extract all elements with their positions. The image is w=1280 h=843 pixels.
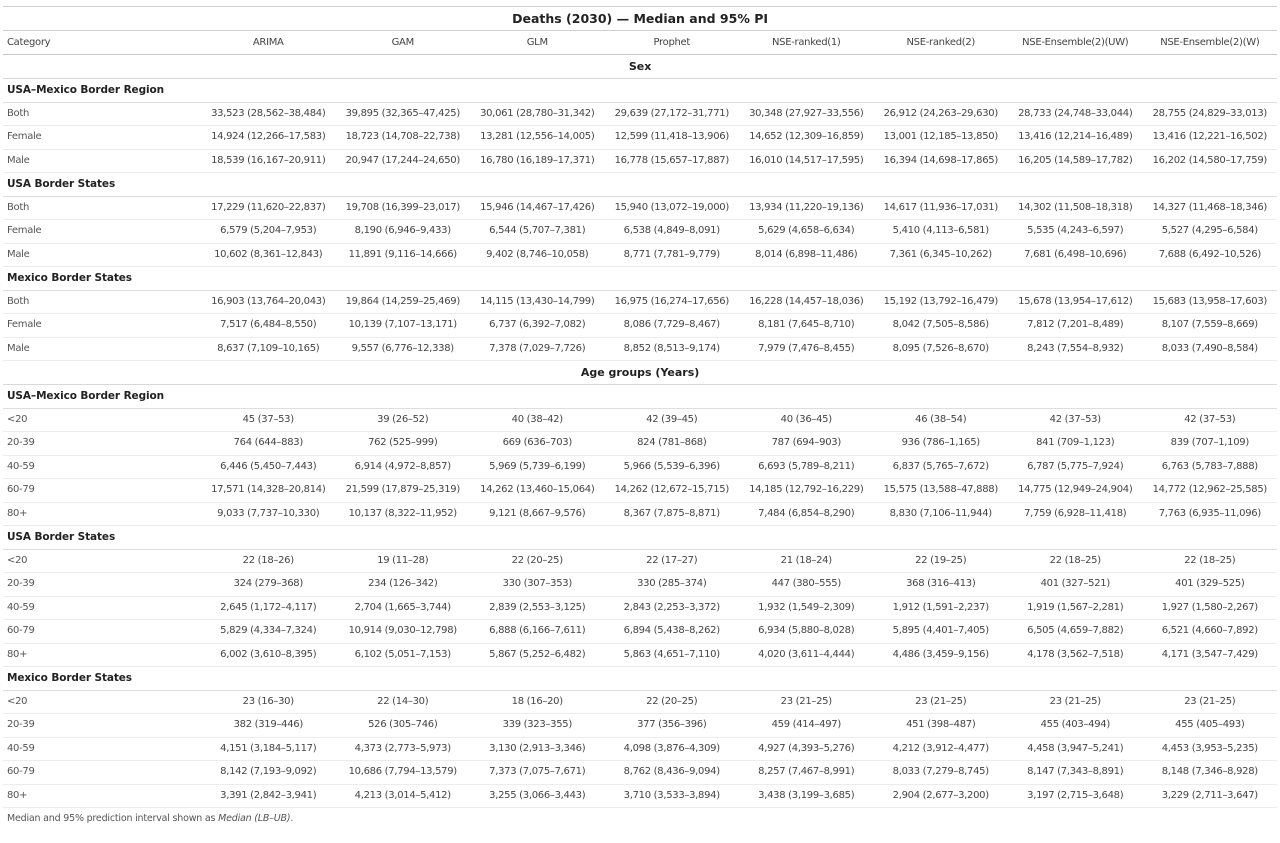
row-category: <20 xyxy=(3,408,201,432)
estimate-cell: 14,327 (11,468–18,346) xyxy=(1143,196,1278,220)
estimate-cell: 382 (319–446) xyxy=(201,714,336,738)
estimate-cell: 8,142 (7,193–9,092) xyxy=(201,761,336,785)
column-header: NSE-ranked(1) xyxy=(739,31,874,55)
estimate-cell: 15,192 (13,792–16,479) xyxy=(874,290,1009,314)
estimate-cell: 5,527 (4,295–6,584) xyxy=(1143,220,1278,244)
estimate-cell: 7,517 (6,484–8,550) xyxy=(201,314,336,338)
group-label: USA–Mexico Border Region xyxy=(3,385,1277,409)
estimate-cell: 8,147 (7,343–8,891) xyxy=(1008,761,1143,785)
estimate-cell: 16,205 (14,589–17,782) xyxy=(1008,149,1143,173)
estimate-cell: 23 (21–25) xyxy=(1143,690,1278,714)
column-header: NSE-ranked(2) xyxy=(874,31,1009,55)
estimate-cell: 8,014 (6,898–11,486) xyxy=(739,243,874,267)
estimate-cell: 8,042 (7,505–8,586) xyxy=(874,314,1009,338)
section-header-row xyxy=(3,361,1277,385)
estimate-cell: 764 (644–883) xyxy=(201,432,336,456)
table-row xyxy=(3,479,1277,503)
estimate-cell: 7,763 (6,935–11,096) xyxy=(1143,502,1278,526)
estimate-cell: 22 (18–25) xyxy=(1008,549,1143,573)
estimate-cell: 8,762 (8,436–9,094) xyxy=(605,761,740,785)
section-label: Sex xyxy=(3,55,1277,79)
estimate-cell: 8,771 (7,781–9,779) xyxy=(605,243,740,267)
estimate-cell: 4,212 (3,912–4,477) xyxy=(874,737,1009,761)
estimate-cell: 6,002 (3,610–8,395) xyxy=(201,643,336,667)
estimate-cell: 42 (37–53) xyxy=(1143,408,1278,432)
row-category: <20 xyxy=(3,549,201,573)
estimate-cell: 6,837 (5,765–7,672) xyxy=(874,455,1009,479)
estimate-cell: 15,683 (13,958–17,603) xyxy=(1143,290,1278,314)
estimate-cell: 6,521 (4,660–7,892) xyxy=(1143,620,1278,644)
estimate-cell: 15,946 (14,467–17,426) xyxy=(470,196,605,220)
estimate-cell: 23 (21–25) xyxy=(1008,690,1143,714)
estimate-cell: 30,061 (28,780–31,342) xyxy=(470,102,605,126)
estimate-cell: 15,940 (13,072–19,000) xyxy=(605,196,740,220)
group-label: USA Border States xyxy=(3,526,1277,550)
column-header-category: Category xyxy=(3,31,201,55)
estimate-cell: 3,255 (3,066–3,443) xyxy=(470,784,605,808)
row-category: <20 xyxy=(3,690,201,714)
column-header: ARIMA xyxy=(201,31,336,55)
estimate-cell: 526 (305–746) xyxy=(336,714,471,738)
estimate-cell: 4,020 (3,611–4,444) xyxy=(739,643,874,667)
estimate-cell: 4,178 (3,562–7,518) xyxy=(1008,643,1143,667)
estimate-cell: 20,947 (17,244–24,650) xyxy=(336,149,471,173)
footnote-prefix: Median and 95% prediction interval shown as xyxy=(7,812,219,824)
row-category: 60-79 xyxy=(3,620,201,644)
estimate-cell: 29,639 (27,172–31,771) xyxy=(605,102,740,126)
estimate-cell: 8,257 (7,467–8,991) xyxy=(739,761,874,785)
estimate-cell: 9,557 (6,776–12,338) xyxy=(336,337,471,361)
estimate-cell: 4,213 (3,014–5,412) xyxy=(336,784,471,808)
estimate-cell: 401 (329–525) xyxy=(1143,573,1278,597)
table-row xyxy=(3,243,1277,267)
estimate-cell: 13,416 (12,214–16,489) xyxy=(1008,126,1143,150)
estimate-cell: 1,932 (1,549–2,309) xyxy=(739,596,874,620)
estimate-cell: 6,446 (5,450–7,443) xyxy=(201,455,336,479)
row-category: Female xyxy=(3,220,201,244)
table-row xyxy=(3,596,1277,620)
estimate-cell: 14,652 (12,309–16,859) xyxy=(739,126,874,150)
estimate-cell: 19 (11–28) xyxy=(336,549,471,573)
estimate-cell: 7,812 (7,201–8,489) xyxy=(1008,314,1143,338)
row-category: Female xyxy=(3,126,201,150)
estimate-cell: 3,438 (3,199–3,685) xyxy=(739,784,874,808)
column-header: GLM xyxy=(470,31,605,55)
estimate-cell: 14,185 (12,792–16,229) xyxy=(739,479,874,503)
table-row xyxy=(3,502,1277,526)
section-label: Age groups (Years) xyxy=(3,361,1277,385)
estimate-cell: 2,843 (2,253–3,372) xyxy=(605,596,740,620)
estimate-cell: 7,759 (6,928–11,418) xyxy=(1008,502,1143,526)
estimate-cell: 7,361 (6,345–10,262) xyxy=(874,243,1009,267)
estimate-cell: 9,402 (8,746–10,058) xyxy=(470,243,605,267)
estimate-cell: 23 (16–30) xyxy=(201,690,336,714)
estimate-cell: 1,919 (1,567–2,281) xyxy=(1008,596,1143,620)
estimate-cell: 459 (414–497) xyxy=(739,714,874,738)
estimate-cell: 5,410 (4,113–6,581) xyxy=(874,220,1009,244)
estimate-cell: 14,115 (13,430–14,799) xyxy=(470,290,605,314)
estimate-cell: 3,391 (2,842–3,941) xyxy=(201,784,336,808)
estimate-cell: 330 (307–353) xyxy=(470,573,605,597)
table-row xyxy=(3,737,1277,761)
estimate-cell: 14,262 (13,460–15,064) xyxy=(470,479,605,503)
estimate-cell: 8,095 (7,526–8,670) xyxy=(874,337,1009,361)
estimate-cell: 10,686 (7,794–13,579) xyxy=(336,761,471,785)
estimate-cell: 40 (38–42) xyxy=(470,408,605,432)
estimate-cell: 42 (39–45) xyxy=(605,408,740,432)
estimate-cell: 16,202 (14,580–17,759) xyxy=(1143,149,1278,173)
column-header: GAM xyxy=(336,31,471,55)
group-label: USA Border States xyxy=(3,173,1277,197)
group-label: USA–Mexico Border Region xyxy=(3,79,1277,103)
column-header: Prophet xyxy=(605,31,740,55)
row-category: Male xyxy=(3,337,201,361)
group-header-row xyxy=(3,385,1277,409)
estimate-cell: 8,190 (6,946–9,433) xyxy=(336,220,471,244)
estimate-cell: 8,148 (7,346–8,928) xyxy=(1143,761,1278,785)
estimate-cell: 26,912 (24,263–29,630) xyxy=(874,102,1009,126)
table-row xyxy=(3,455,1277,479)
estimate-cell: 14,262 (12,672–15,715) xyxy=(605,479,740,503)
estimate-cell: 1,912 (1,591–2,237) xyxy=(874,596,1009,620)
table-row xyxy=(3,314,1277,338)
estimate-cell: 368 (316–413) xyxy=(874,573,1009,597)
estimate-cell: 46 (38–54) xyxy=(874,408,1009,432)
section-header-row xyxy=(3,55,1277,79)
estimate-cell: 455 (403–494) xyxy=(1008,714,1143,738)
estimate-cell: 841 (709–1,123) xyxy=(1008,432,1143,456)
estimate-cell: 8,852 (8,513–9,174) xyxy=(605,337,740,361)
estimate-cell: 28,733 (24,748–33,044) xyxy=(1008,102,1143,126)
estimate-cell: 4,458 (3,947–5,241) xyxy=(1008,737,1143,761)
estimate-cell: 10,137 (8,322–11,952) xyxy=(336,502,471,526)
estimate-cell: 8,033 (7,279–8,745) xyxy=(874,761,1009,785)
estimate-cell: 5,969 (5,739–6,199) xyxy=(470,455,605,479)
estimate-cell: 401 (327–521) xyxy=(1008,573,1143,597)
estimate-cell: 11,891 (9,116–14,666) xyxy=(336,243,471,267)
estimate-cell: 3,130 (2,913–3,346) xyxy=(470,737,605,761)
table-row xyxy=(3,220,1277,244)
table-row xyxy=(3,714,1277,738)
estimate-cell: 18,723 (14,708–22,738) xyxy=(336,126,471,150)
estimate-cell: 39,895 (32,365–47,425) xyxy=(336,102,471,126)
estimate-cell: 33,523 (28,562–38,484) xyxy=(201,102,336,126)
estimate-cell: 22 (19–25) xyxy=(874,549,1009,573)
estimate-cell: 6,579 (5,204–7,953) xyxy=(201,220,336,244)
table-row xyxy=(3,432,1277,456)
estimate-cell: 23 (21–25) xyxy=(739,690,874,714)
estimate-cell: 23 (21–25) xyxy=(874,690,1009,714)
estimate-cell: 2,904 (2,677–3,200) xyxy=(874,784,1009,808)
estimate-cell: 4,453 (3,953–5,235) xyxy=(1143,737,1278,761)
group-label: Mexico Border States xyxy=(3,267,1277,291)
estimate-cell: 42 (37–53) xyxy=(1008,408,1143,432)
estimate-cell: 16,903 (13,764–20,043) xyxy=(201,290,336,314)
group-label: Mexico Border States xyxy=(3,667,1277,691)
estimate-cell: 5,895 (4,401–7,405) xyxy=(874,620,1009,644)
results-table xyxy=(3,6,1277,829)
column-header: NSE-Ensemble(2)(W) xyxy=(1143,31,1278,55)
estimate-cell: 14,775 (12,949–24,904) xyxy=(1008,479,1143,503)
estimate-cell: 10,602 (8,361–12,843) xyxy=(201,243,336,267)
estimate-cell: 6,934 (5,880–8,028) xyxy=(739,620,874,644)
row-category: 40-59 xyxy=(3,737,201,761)
estimate-cell: 14,302 (11,508–18,318) xyxy=(1008,196,1143,220)
estimate-cell: 22 (20–25) xyxy=(605,690,740,714)
estimate-cell: 21,599 (17,879–25,319) xyxy=(336,479,471,503)
table-row xyxy=(3,643,1277,667)
table-row xyxy=(3,126,1277,150)
estimate-cell: 6,505 (4,659–7,882) xyxy=(1008,620,1143,644)
estimate-cell: 4,171 (3,547–7,429) xyxy=(1143,643,1278,667)
estimate-cell: 5,867 (5,252–6,482) xyxy=(470,643,605,667)
estimate-cell: 377 (356–396) xyxy=(605,714,740,738)
estimate-cell: 5,829 (4,334–7,324) xyxy=(201,620,336,644)
estimate-cell: 8,367 (7,875–8,871) xyxy=(605,502,740,526)
estimate-cell: 13,934 (11,220–19,136) xyxy=(739,196,874,220)
table-row xyxy=(3,549,1277,573)
estimate-cell: 824 (781–868) xyxy=(605,432,740,456)
estimate-cell: 14,924 (12,266–17,583) xyxy=(201,126,336,150)
estimate-cell: 15,678 (13,954–17,612) xyxy=(1008,290,1143,314)
estimate-cell: 1,927 (1,580–2,267) xyxy=(1143,596,1278,620)
estimate-cell: 6,763 (5,783–7,888) xyxy=(1143,455,1278,479)
estimate-cell: 17,229 (11,620–22,837) xyxy=(201,196,336,220)
estimate-cell: 6,914 (4,972–8,857) xyxy=(336,455,471,479)
estimate-cell: 17,571 (14,328–20,814) xyxy=(201,479,336,503)
footnote-emphasis: Median (LB–UB) xyxy=(218,812,291,824)
estimate-cell: 455 (405–493) xyxy=(1143,714,1278,738)
estimate-cell: 9,033 (7,737–10,330) xyxy=(201,502,336,526)
estimate-cell: 4,927 (4,393–5,276) xyxy=(739,737,874,761)
estimate-cell: 14,772 (12,962–25,585) xyxy=(1143,479,1278,503)
table-row xyxy=(3,290,1277,314)
estimate-cell: 22 (18–25) xyxy=(1143,549,1278,573)
row-category: 80+ xyxy=(3,502,201,526)
estimate-cell: 19,708 (16,399–23,017) xyxy=(336,196,471,220)
estimate-cell: 3,197 (2,715–3,648) xyxy=(1008,784,1143,808)
estimate-cell: 16,394 (14,698–17,865) xyxy=(874,149,1009,173)
estimate-cell: 13,416 (12,221–16,502) xyxy=(1143,126,1278,150)
estimate-cell: 40 (36–45) xyxy=(739,408,874,432)
estimate-cell: 14,617 (11,936–17,031) xyxy=(874,196,1009,220)
estimate-cell: 2,645 (1,172–4,117) xyxy=(201,596,336,620)
row-category: Female xyxy=(3,314,201,338)
estimate-cell: 10,139 (7,107–13,171) xyxy=(336,314,471,338)
row-category: 20-39 xyxy=(3,573,201,597)
estimate-cell: 6,102 (5,051–7,153) xyxy=(336,643,471,667)
estimate-cell: 16,975 (16,274–17,656) xyxy=(605,290,740,314)
group-header-row xyxy=(3,267,1277,291)
estimate-cell: 3,710 (3,533–3,894) xyxy=(605,784,740,808)
table-row xyxy=(3,784,1277,808)
estimate-cell: 8,086 (7,729–8,467) xyxy=(605,314,740,338)
table-title-row xyxy=(3,7,1277,31)
estimate-cell: 839 (707–1,109) xyxy=(1143,432,1278,456)
row-category: 80+ xyxy=(3,784,201,808)
table-row xyxy=(3,408,1277,432)
estimate-cell: 8,107 (7,559–8,669) xyxy=(1143,314,1278,338)
estimate-cell: 18 (16–20) xyxy=(470,690,605,714)
estimate-cell: 15,575 (13,588–47,888) xyxy=(874,479,1009,503)
estimate-cell: 6,894 (5,438–8,262) xyxy=(605,620,740,644)
estimate-cell: 5,863 (4,651–7,110) xyxy=(605,643,740,667)
table-row xyxy=(3,102,1277,126)
estimate-cell: 6,888 (6,166–7,611) xyxy=(470,620,605,644)
row-category: 60-79 xyxy=(3,479,201,503)
group-header-row xyxy=(3,79,1277,103)
estimate-cell: 2,839 (2,553–3,125) xyxy=(470,596,605,620)
estimate-cell: 234 (126–342) xyxy=(336,573,471,597)
estimate-cell: 339 (323–355) xyxy=(470,714,605,738)
row-category: 80+ xyxy=(3,643,201,667)
estimate-cell: 8,181 (7,645–8,710) xyxy=(739,314,874,338)
estimate-cell: 5,629 (4,658–6,634) xyxy=(739,220,874,244)
estimate-cell: 324 (279–368) xyxy=(201,573,336,597)
row-category: Both xyxy=(3,290,201,314)
table-row xyxy=(3,761,1277,785)
table-title: Deaths (2030) — Median and 95% PI xyxy=(3,7,1277,31)
estimate-cell: 39 (26–52) xyxy=(336,408,471,432)
estimate-cell: 669 (636–703) xyxy=(470,432,605,456)
estimate-cell: 4,486 (3,459–9,156) xyxy=(874,643,1009,667)
estimate-cell: 19,864 (14,259–25,469) xyxy=(336,290,471,314)
estimate-cell: 22 (17–27) xyxy=(605,549,740,573)
table-row xyxy=(3,196,1277,220)
estimate-cell: 21 (18–24) xyxy=(739,549,874,573)
estimate-cell: 22 (18–26) xyxy=(201,549,336,573)
row-category: Both xyxy=(3,102,201,126)
estimate-cell: 4,098 (3,876–4,309) xyxy=(605,737,740,761)
table-row xyxy=(3,149,1277,173)
estimate-cell: 447 (380–555) xyxy=(739,573,874,597)
estimate-cell: 4,373 (2,773–5,973) xyxy=(336,737,471,761)
estimate-cell: 8,243 (7,554–8,932) xyxy=(1008,337,1143,361)
estimate-cell: 28,755 (24,829–33,013) xyxy=(1143,102,1278,126)
estimate-cell: 7,681 (6,498–10,696) xyxy=(1008,243,1143,267)
table-row xyxy=(3,573,1277,597)
column-header-row xyxy=(3,31,1277,55)
footnote-row xyxy=(3,808,1277,830)
row-category: Both xyxy=(3,196,201,220)
estimate-cell: 9,121 (8,667–9,576) xyxy=(470,502,605,526)
estimate-cell: 787 (694–903) xyxy=(739,432,874,456)
estimate-cell: 8,830 (7,106–11,944) xyxy=(874,502,1009,526)
estimate-cell: 16,778 (15,657–17,887) xyxy=(605,149,740,173)
estimate-cell: 22 (20–25) xyxy=(470,549,605,573)
row-category: 40-59 xyxy=(3,596,201,620)
estimate-cell: 6,693 (5,789–8,211) xyxy=(739,455,874,479)
row-category: 40-59 xyxy=(3,455,201,479)
estimate-cell: 8,637 (7,109–10,165) xyxy=(201,337,336,361)
estimate-cell: 10,914 (9,030–12,798) xyxy=(336,620,471,644)
estimate-cell: 7,688 (6,492–10,526) xyxy=(1143,243,1278,267)
table-row xyxy=(3,337,1277,361)
estimate-cell: 8,033 (7,490–8,584) xyxy=(1143,337,1278,361)
estimate-cell: 451 (398–487) xyxy=(874,714,1009,738)
estimate-cell: 7,979 (7,476–8,455) xyxy=(739,337,874,361)
group-header-row xyxy=(3,667,1277,691)
estimate-cell: 16,780 (16,189–17,371) xyxy=(470,149,605,173)
estimate-cell: 13,001 (12,185–13,850) xyxy=(874,126,1009,150)
estimate-cell: 12,599 (11,418–13,906) xyxy=(605,126,740,150)
row-category: 60-79 xyxy=(3,761,201,785)
estimate-cell: 2,704 (1,665–3,744) xyxy=(336,596,471,620)
row-category: Male xyxy=(3,243,201,267)
estimate-cell: 6,544 (5,707–7,381) xyxy=(470,220,605,244)
column-header: NSE-Ensemble(2)(UW) xyxy=(1008,31,1143,55)
footnote xyxy=(3,808,1277,830)
estimate-cell: 6,538 (4,849–8,091) xyxy=(605,220,740,244)
estimate-cell: 4,151 (3,184–5,117) xyxy=(201,737,336,761)
estimate-cell: 18,539 (16,167–20,911) xyxy=(201,149,336,173)
estimate-cell: 5,966 (5,539–6,396) xyxy=(605,455,740,479)
estimate-cell: 936 (786–1,165) xyxy=(874,432,1009,456)
table-row xyxy=(3,690,1277,714)
estimate-cell: 7,484 (6,854–8,290) xyxy=(739,502,874,526)
estimate-cell: 7,378 (7,029–7,726) xyxy=(470,337,605,361)
estimate-cell: 330 (285–374) xyxy=(605,573,740,597)
estimate-cell: 16,228 (14,457–18,036) xyxy=(739,290,874,314)
estimate-cell: 7,373 (7,075–7,671) xyxy=(470,761,605,785)
estimate-cell: 13,281 (12,556–14,005) xyxy=(470,126,605,150)
estimate-cell: 6,787 (5,775–7,924) xyxy=(1008,455,1143,479)
estimate-cell: 762 (525–999) xyxy=(336,432,471,456)
estimate-cell: 45 (37–53) xyxy=(201,408,336,432)
group-header-row xyxy=(3,173,1277,197)
estimate-cell: 6,737 (6,392–7,082) xyxy=(470,314,605,338)
table-body xyxy=(3,55,1277,808)
estimate-cell: 5,535 (4,243–6,597) xyxy=(1008,220,1143,244)
estimate-cell: 16,010 (14,517–17,595) xyxy=(739,149,874,173)
footnote-suffix: . xyxy=(290,812,294,824)
row-category: 20-39 xyxy=(3,714,201,738)
table-row xyxy=(3,620,1277,644)
group-header-row xyxy=(3,526,1277,550)
row-category: Male xyxy=(3,149,201,173)
estimate-cell: 3,229 (2,711–3,647) xyxy=(1143,784,1278,808)
estimate-cell: 30,348 (27,927–33,556) xyxy=(739,102,874,126)
row-category: 20-39 xyxy=(3,432,201,456)
estimate-cell: 22 (14–30) xyxy=(336,690,471,714)
